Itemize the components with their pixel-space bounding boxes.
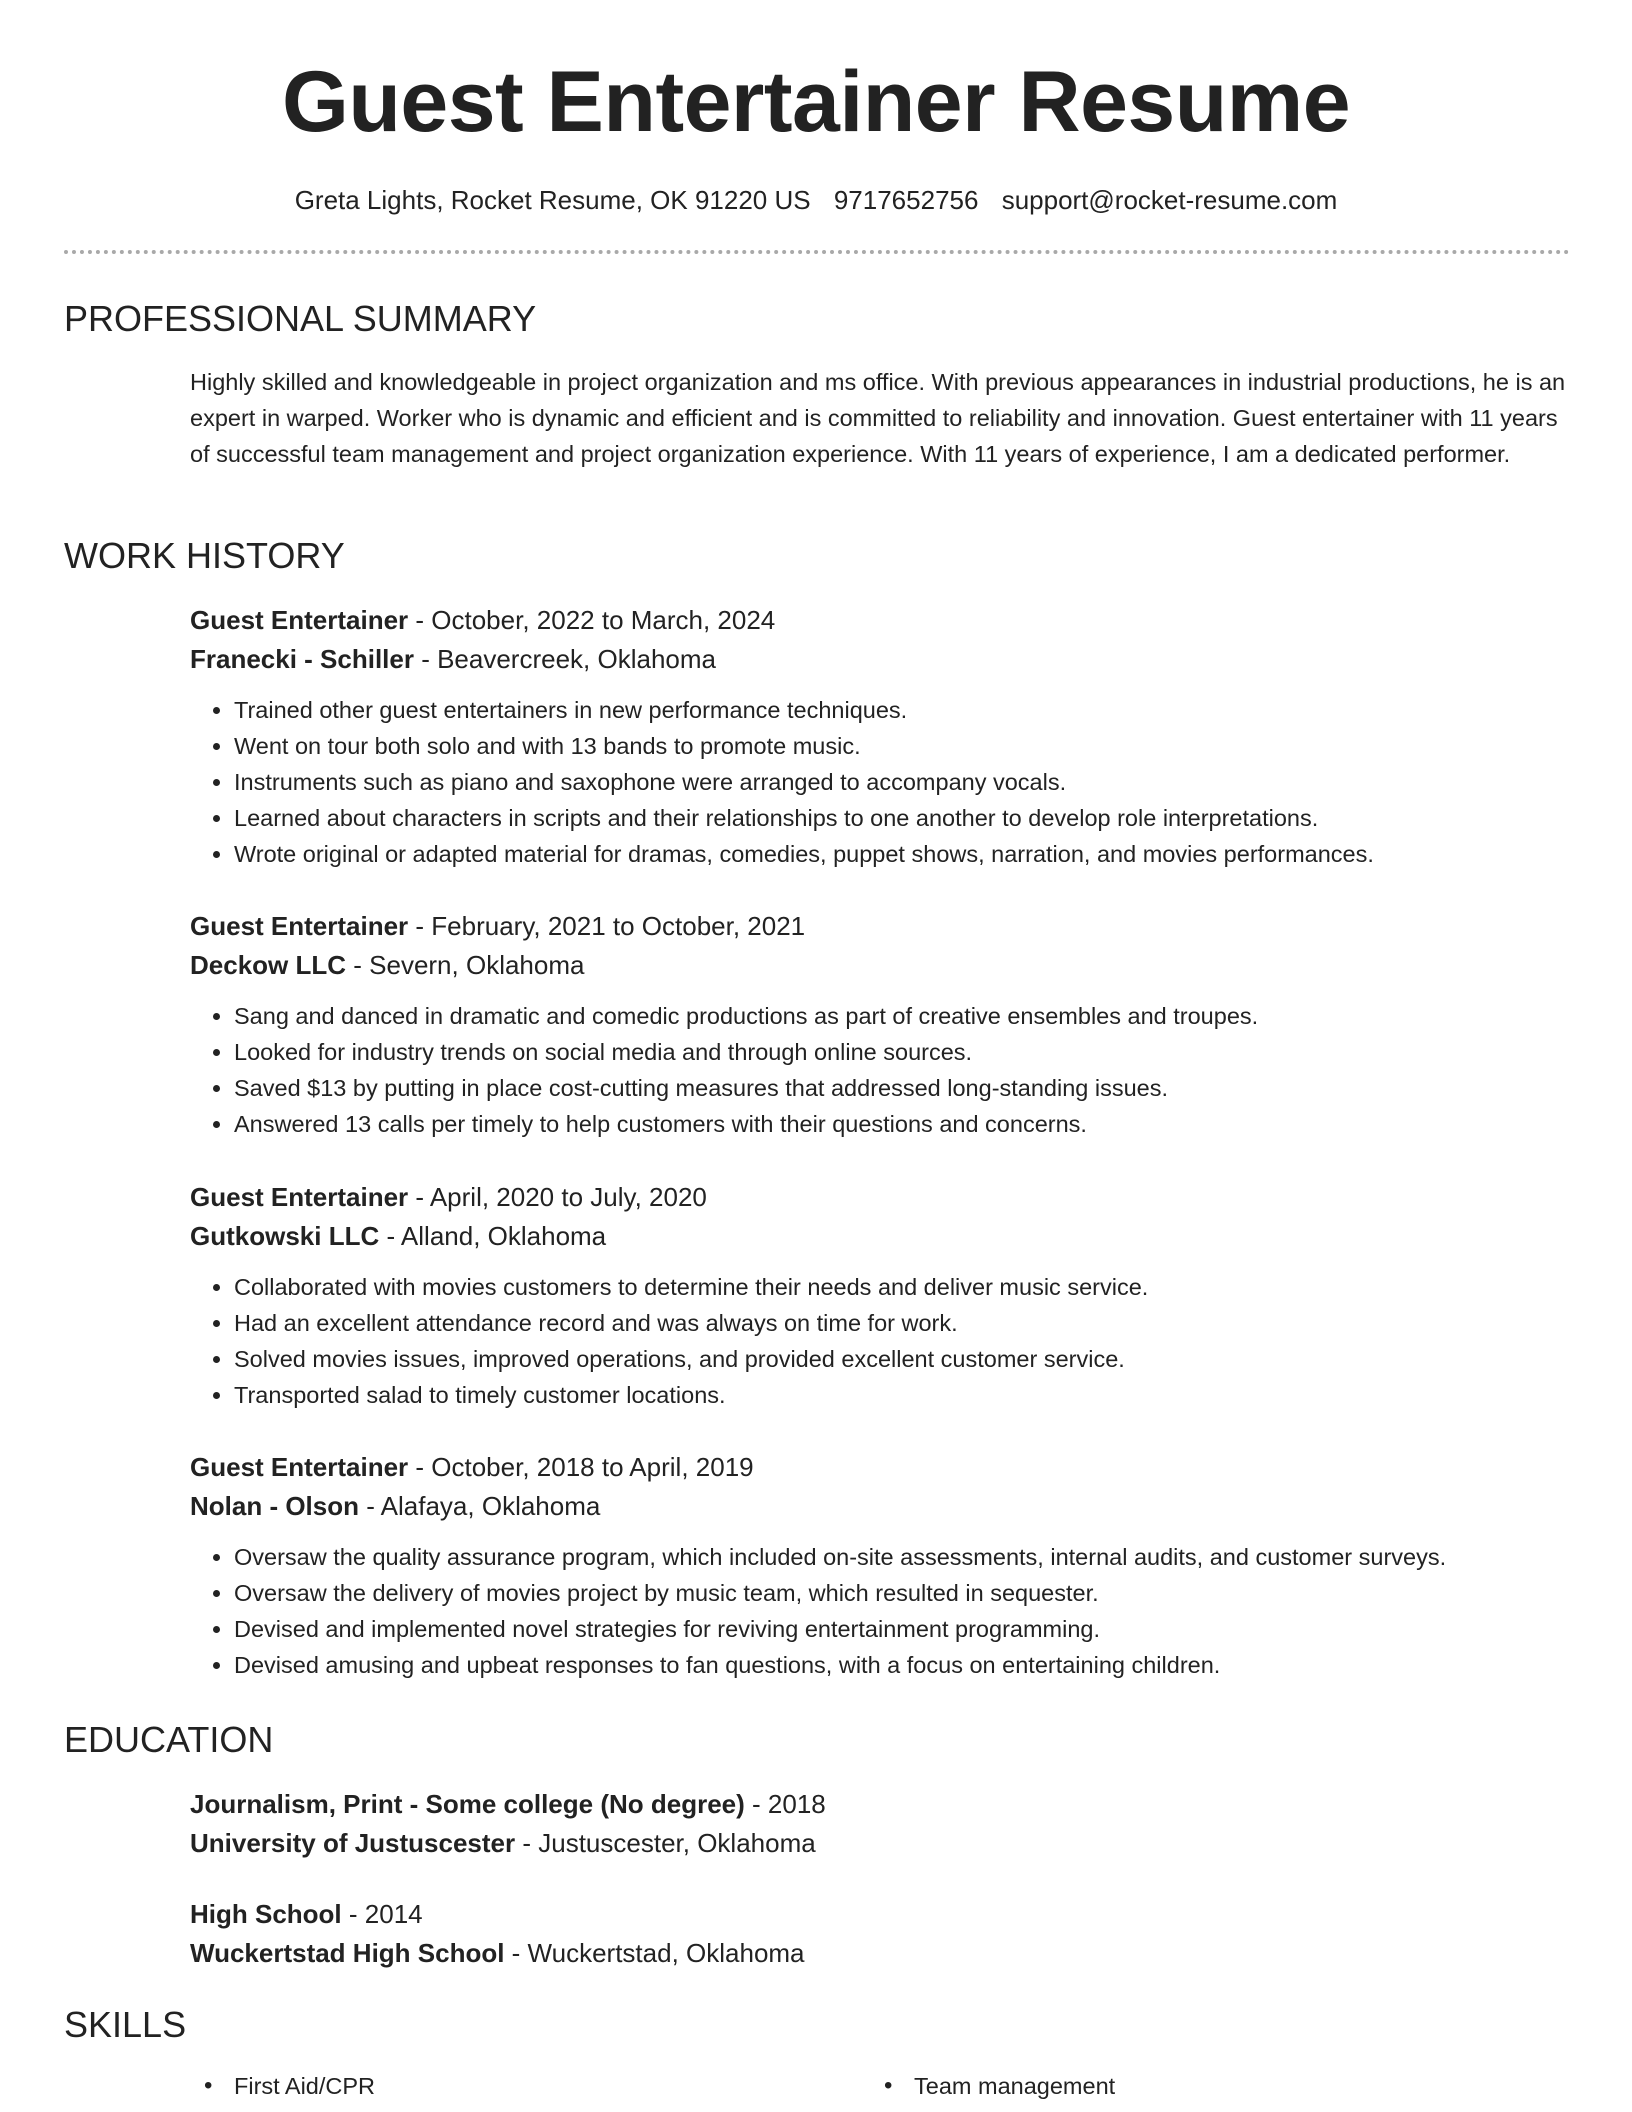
- contact-phone: 9717652756: [833, 185, 979, 215]
- job-entry: [190, 907, 1570, 1142]
- job-bullet: • Went on tour both solo and with 13 bands to promote music.: [234, 728, 1570, 764]
- job-bullet: • Oversaw the quality assurance program, which included on-site assessments, internal audits, and customer surveys.: [234, 1539, 1570, 1575]
- skill-item: • Team management: [870, 2068, 1115, 2104]
- education-degree-line: [190, 1895, 1570, 1933]
- education-degree: High School: [190, 1899, 342, 1929]
- section-title-summary: PROFESSIONAL SUMMARY: [64, 298, 537, 339]
- job-bullet: • Had an excellent attendance record and was always on time for work.: [234, 1305, 1570, 1341]
- job-company-line: [190, 1217, 1570, 1255]
- job-company: Gutkowski LLC: [190, 1221, 380, 1251]
- job-title-line: [190, 907, 1570, 945]
- job-bullets: [190, 1269, 1570, 1413]
- job-location: - Severn, Oklahoma: [346, 950, 585, 980]
- education-entry: [190, 1785, 1570, 1862]
- education-school: University of Justuscester: [190, 1828, 516, 1858]
- job-dates: - October, 2022 to March, 2024: [408, 605, 776, 635]
- section-title-skills: SKILLS: [64, 2004, 187, 2045]
- job-company-line: [190, 946, 1570, 984]
- job-title: Guest Entertainer: [190, 605, 409, 635]
- skill-item: • First Aid/CPR: [190, 2068, 375, 2104]
- job-dates: - February, 2021 to October, 2021: [408, 911, 806, 941]
- job-location: - Beavercreek, Oklahoma: [413, 644, 716, 674]
- contact-address: Greta Lights, Rocket Resume, OK 91220 US: [294, 185, 811, 215]
- education-school-line: [190, 1934, 1570, 1972]
- skills-list: [190, 2068, 1570, 2104]
- education-school-line: [190, 1824, 1570, 1862]
- job-bullet: • Sang and danced in dramatic and comedic productions as part of creative ensembles and troupes.: [234, 998, 1570, 1034]
- education-year: - 2018: [744, 1789, 826, 1819]
- education-location: - Wuckertstad, Oklahoma: [504, 1938, 805, 1968]
- job-entry: [190, 1178, 1570, 1413]
- job-location: - Alland, Oklahoma: [379, 1221, 607, 1251]
- job-company-line: [190, 640, 1570, 678]
- education-degree: Journalism, Print - Some college (No degree): [190, 1789, 745, 1819]
- job-bullet: • Devised and implemented novel strategies for reviving entertainment programming.: [234, 1611, 1570, 1647]
- job-location: - Alafaya, Oklahoma: [359, 1491, 601, 1521]
- job-entry: [190, 1448, 1570, 1683]
- education-year: - 2014: [341, 1899, 423, 1929]
- job-title-line: [190, 1448, 1570, 1486]
- job-bullet: • Solved movies issues, improved operations, and provided excellent customer service.: [234, 1341, 1570, 1377]
- job-bullet: • Devised amusing and upbeat responses to fan questions, with a focus on entertaining children.: [234, 1647, 1570, 1683]
- job-company: Nolan - Olson: [190, 1491, 359, 1521]
- job-bullet: • Learned about characters in scripts and their relationships to one another to develop role interpretations.: [234, 800, 1570, 836]
- job-bullets: [190, 998, 1570, 1142]
- job-title: Guest Entertainer: [190, 911, 409, 941]
- job-title: Guest Entertainer: [190, 1182, 409, 1212]
- header-divider: [64, 250, 1570, 254]
- job-bullet: • Oversaw the delivery of movies project by music team, which resulted in sequester.: [234, 1575, 1570, 1611]
- job-company: Franecki - Schiller: [190, 644, 414, 674]
- education-school: Wuckertstad High School: [190, 1938, 505, 1968]
- job-company: Deckow LLC: [190, 950, 347, 980]
- contact-line: [0, 182, 1632, 218]
- section-title-work-history: WORK HISTORY: [64, 535, 345, 576]
- job-dates: - October, 2018 to April, 2019: [408, 1452, 754, 1482]
- job-title-line: [190, 601, 1570, 639]
- job-title: Guest Entertainer: [190, 1452, 409, 1482]
- job-dates: - April, 2020 to July, 2020: [408, 1182, 707, 1212]
- section-title-education: EDUCATION: [64, 1719, 274, 1760]
- job-entry: [190, 601, 1570, 872]
- job-company-line: [190, 1487, 1570, 1525]
- job-bullet: • Trained other guest entertainers in new performance techniques.: [234, 692, 1570, 728]
- job-bullet: • Answered 13 calls per timely to help customers with their questions and concerns.: [234, 1106, 1570, 1142]
- education-degree-line: [190, 1785, 1570, 1823]
- job-bullets: [190, 692, 1570, 872]
- education-location: - Justuscester, Oklahoma: [515, 1828, 816, 1858]
- job-bullet: • Saved $13 by putting in place cost-cutting measures that addressed long-standing issues.: [234, 1070, 1570, 1106]
- job-bullet: • Looked for industry trends on social media and through online sources.: [234, 1034, 1570, 1070]
- job-bullet: • Collaborated with movies customers to determine their needs and deliver music service.: [234, 1269, 1570, 1305]
- job-bullet: • Transported salad to timely customer locations.: [234, 1377, 1570, 1413]
- job-bullets: [190, 1539, 1570, 1683]
- education-entry: [190, 1895, 1570, 1972]
- job-bullet: • Instruments such as piano and saxophone were arranged to accompany vocals.: [234, 764, 1570, 800]
- job-title-line: [190, 1178, 1570, 1216]
- job-bullet: • Wrote original or adapted material for dramas, comedies, puppet shows, narration, and movies performances.: [234, 836, 1570, 872]
- contact-email[interactable]: support@rocket-resume.com: [1001, 185, 1338, 215]
- summary-text: Highly skilled and knowledgeable in project organization and ms office. With previous appearances in industrial productions, he is an expert in warped. Worker who is dynamic and efficient and is committed to reliability and innovation. Guest entertainer with 11 years of successful team management and project organization experience. With 11 years of experience, I am a dedicated performer.: [190, 369, 1566, 467]
- resume-title: Guest Entertainer Resume: [281, 54, 1351, 150]
